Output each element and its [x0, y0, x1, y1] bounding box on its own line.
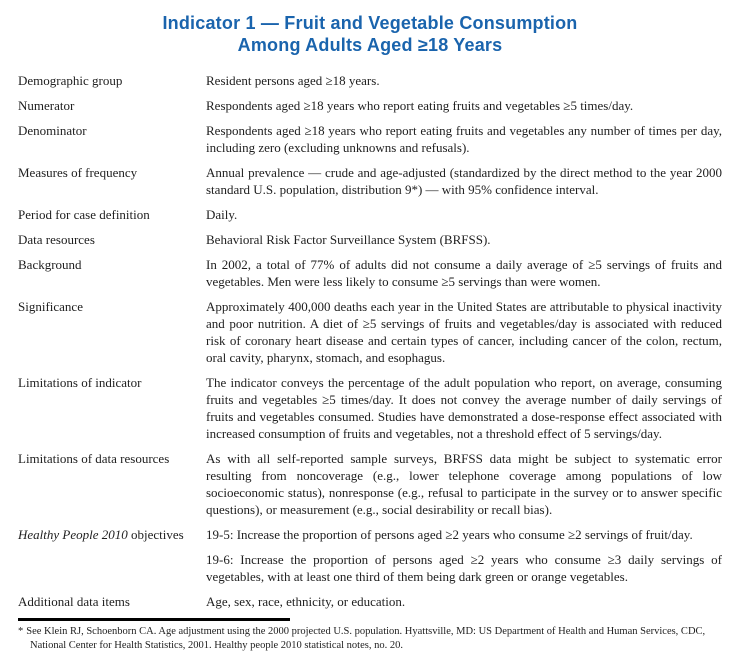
row-paragraph: Annual prevalence — crude and age-adjusted (standardized by the direct method to the year 2000 standard U.S. population, distribution 9*) — with 95% confidence interval. — [206, 165, 722, 197]
footnote-marker: * — [18, 626, 24, 637]
table-row — [18, 593, 722, 610]
row-label: Period for case definition — [18, 207, 150, 222]
page-title-line1: Indicator 1 — Fruit and Vegetable Consumption — [162, 13, 578, 33]
row-label: Limitations of data resources — [18, 451, 170, 466]
page-title — [18, 12, 722, 56]
row-label: Measures of frequency — [18, 165, 138, 180]
row-paragraph: Respondents aged ≥18 years who report eating fruits and vegetables ≥5 times/day. — [206, 98, 634, 113]
row-paragraph: Respondents aged ≥18 years who report eating fruits and vegetables any number of times per day, including zero (excluding unknowns and refusals). — [206, 123, 722, 155]
footnote-separator — [18, 618, 290, 621]
row-value — [206, 122, 722, 156]
row-value — [206, 256, 722, 290]
table-row — [18, 298, 722, 366]
row-paragraph: Resident persons aged ≥18 years. — [206, 73, 380, 88]
row-paragraph: Daily. — [206, 207, 238, 222]
row-paragraph: In 2002, a total of 77% of adults did not consume a daily average of ≥5 servings of fruits and vegetables. Men were less likely to consume ≥5 servings than were women. — [206, 257, 722, 289]
row-label: Data resources — [18, 232, 95, 247]
table-row — [18, 72, 722, 89]
row-label: Background — [18, 257, 82, 272]
row-value — [206, 450, 722, 518]
row-paragraph: The indicator conveys the percentage of the adult population who report, on average, consuming fruits and vegetables ≥5 times/day. It does not convey the average number of daily servings of fruits and vegetables consumed. Studies have demonstrated a dose-response effect associated with increased consumption of fruits and vegetables, not a threshold effect of 5 servings/day. — [206, 375, 722, 441]
table-row — [18, 206, 722, 223]
table-row — [18, 231, 722, 248]
row-paragraph: As with all self-reported sample surveys, BRFSS data might be subject to systematic error resulting from noncoverage (e.g., lower telephone coverage among populations of low socioeconomic status), nonresponse (e.g., refusal to participate in the survey or to answer specific questions), or measurement (e.g., social desirability or recall bias). — [206, 451, 722, 517]
table-row — [18, 450, 722, 518]
row-label: Limitations of indicator — [18, 375, 142, 390]
row-label: Denominator — [18, 123, 87, 138]
row-value — [206, 298, 722, 366]
table-row — [18, 97, 722, 114]
row-paragraph: 19-5: Increase the proportion of persons aged ≥2 years who consume ≥2 servings of fruit/day. — [206, 527, 693, 542]
row-value — [206, 374, 722, 442]
table-row — [18, 164, 722, 198]
footnote — [18, 625, 722, 652]
row-label-italic: Healthy People 2010 — [18, 527, 128, 542]
row-value — [206, 231, 722, 248]
table-row — [18, 256, 722, 290]
row-label: Numerator — [18, 98, 75, 113]
footnote-text: See Klein RJ, Schoenborn CA. Age adjustment using the 2000 projected U.S. population. Hyattsville, MD: US Department of Health and Human Services, CDC, National Center for Health Statistics, 2001. Healthy people 2010 statistical notes, no. 20. — [26, 626, 706, 651]
row-paragraph: Behavioral Risk Factor Surveillance System (BRFSS). — [206, 232, 491, 247]
indicator-table — [18, 72, 722, 610]
row-paragraph: 19-6: Increase the proportion of persons aged ≥2 years who consume ≥3 daily servings of vegetables, with at least one third of them being dark green or orange vegetables. — [206, 552, 722, 584]
row-paragraph: Approximately 400,000 deaths each year in the United States are attributable to physical inactivity and poor nutrition. A diet of ≥5 servings of fruits and vegetables/day is associated with reduced risk of coronary heart disease and certain types of cancer, including cancer of the colon, rectum, oral cavity, pharynx, stomach, and esophagus. — [206, 299, 722, 365]
row-label: Demographic group — [18, 73, 123, 88]
table-row — [18, 526, 722, 585]
page-title-line2: Among Adults Aged ≥18 Years — [237, 35, 503, 55]
table-row — [18, 122, 722, 156]
table-row — [18, 374, 722, 442]
row-paragraph: Age, sex, race, ethnicity, or education. — [206, 594, 406, 609]
row-value — [206, 206, 722, 223]
row-label: Significance — [18, 299, 83, 314]
row-value — [206, 72, 722, 89]
row-value — [206, 593, 722, 610]
row-value — [206, 526, 722, 585]
row-label: Healthy People 2010 objectives — [18, 527, 184, 542]
row-value — [206, 164, 722, 198]
row-label: Additional data items — [18, 594, 130, 609]
row-value — [206, 97, 722, 114]
